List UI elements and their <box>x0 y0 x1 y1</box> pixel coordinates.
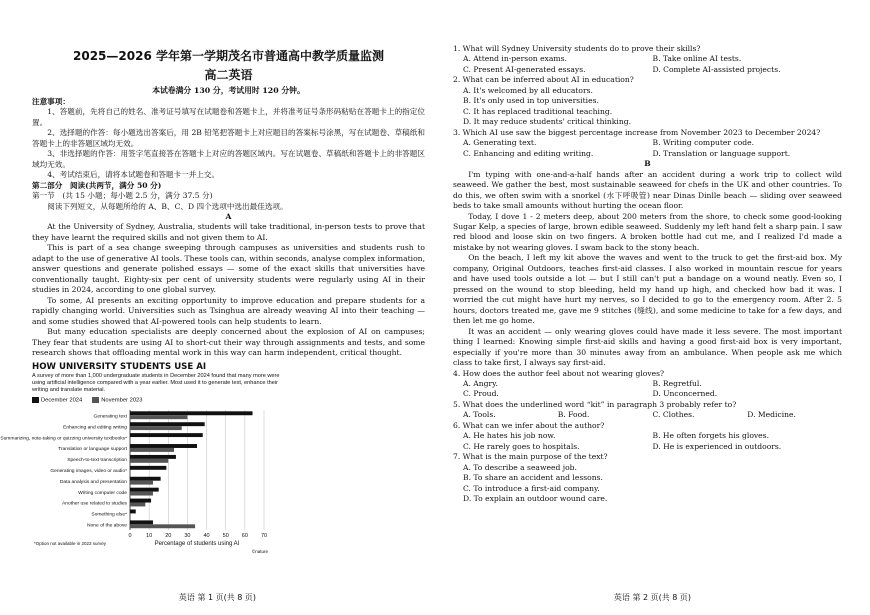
category-label: Something else* <box>91 512 127 518</box>
passage-paragraph: On the beach, I left my kit above the waves and went to the truck to get the first-aid box. My company, Original Outdoors, teaches first-aid classes. I also worked in mountain rescue for years and have used tools outside a lot — but I still can't put a bandage on a wound neatly. Even so, I pressed on the wound to stop bleeding, held my hand up high, and checked how bad it was. I worried the cut might have hurt my nerves, so I decided to go to the emergency room. After 2. 5 hours, doctors treated me, gave me 9 stitches (缝线), and some medicine to take for a few days, and then let me go home. <box>453 253 842 326</box>
chart-source: ©nature <box>251 548 268 554</box>
passage-paragraph: To some, AI presents an exciting opportunity to improve education and prepare students for a rapidly changing world. Universities such as Tsinghua are already weaving AI into their teaching — and some studies showed that AI-powered tools can help students to learn. <box>32 295 425 326</box>
bar-dec-2024 <box>130 488 159 492</box>
notice-heading: 注意事项： <box>32 96 70 106</box>
legend-item <box>92 397 142 406</box>
option: A. Angry. <box>463 379 498 388</box>
option: B. He often forgets his gloves. <box>652 431 769 441</box>
question-stem: 4. How does the author feel about not wearing gloves? <box>453 368 665 378</box>
question-options <box>453 410 842 420</box>
category-label: Generating images, video or audio* <box>50 468 127 474</box>
x-tick-label: 10 <box>146 532 153 539</box>
question-options <box>453 86 842 128</box>
category-label: Enhancing and editing writing <box>63 425 127 431</box>
question-options <box>453 431 842 452</box>
question-stem: 2. What can be inferred about AI in education? <box>453 75 634 85</box>
legend-swatch <box>32 397 39 403</box>
x-tick-label: 60 <box>241 532 248 539</box>
question-stem: 3. Which AI use saw the biggest percentage increase from November 2023 to December 2024? <box>453 127 821 137</box>
passage-paragraph: Today, I dove 1 - 2 meters deep, about 200 meters from the shore, to check some good-looking Sugar Kelp, a species of large, brown edible seaweed. Suddenly my left hand felt a sharp pain. I saw red blood and loose skin on two fingers. A broken bottle had cut me, and I realized I'd made a mistake by not wearing gloves. I swam back to the stony beach. <box>453 211 842 252</box>
legend-item <box>32 397 82 406</box>
bar-nov-2023 <box>130 448 174 452</box>
exam-info: 本试卷满分 130 分，考试用时 120 分钟。 <box>152 86 305 96</box>
category-label: Writing computer code <box>78 490 127 496</box>
question-options <box>453 463 842 505</box>
notice-item: 2、选择题的作答：每小题选出答案后，用 2B 铅笔把答题卡上对应题目的答案标号涂黑，写在试题卷、草稿纸和答题卡上的非答题区域均无效。 <box>32 128 425 148</box>
bar-nov-2023 <box>130 502 145 506</box>
option: A. To describe a seaweed job. <box>463 462 577 472</box>
legend-label: December 2024 <box>41 397 83 404</box>
option: A. It's welcomed by all educators. <box>463 85 593 95</box>
chart-title: HOW UNIVERSITY STUDENTS USE AI <box>32 361 207 372</box>
option: D. Translation or language support. <box>652 148 791 158</box>
x-tick-label: 50 <box>222 532 229 539</box>
option: D. Unconcerned. <box>652 389 718 399</box>
bar-dec-2024 <box>130 411 253 415</box>
chart-plot <box>0 408 282 556</box>
exam-title: 2025—2026 学年第一学期茂名市普通高中教学质量监测 <box>73 49 384 63</box>
chart-note: *Option not available in 2023 survey <box>34 540 107 546</box>
page-footer: 英语 第 1 页(共 8 页) <box>178 593 257 602</box>
bar-dec-2024 <box>130 466 166 470</box>
notice-item: 4、考试结束后，请将本试题卷和答题卡一并上交。 <box>47 170 220 180</box>
passage-paragraph: This is part of a sea change sweeping through campuses as universities and students rush to adapt to the use of generative AI tools. These tools can, within seconds, analyse complex information, answer questions and generate polished essays — some of the exact skills that universities have conventionally taught. Eighty-six per cent of university students were regularly using AI in their studies in 2024, according to one global survey. <box>32 243 425 295</box>
option: A. Tools. <box>463 410 496 420</box>
question-stem: 1. What will Sydney University students do to prove their skills? <box>453 44 701 53</box>
question-stem: 6. What can we infer about the author? <box>453 420 605 430</box>
instruction: 阅读下列短文，从每题所给的 A、B、C、D 四个选项中选出最佳选项。 <box>47 201 288 211</box>
option: B. Food. <box>557 410 590 420</box>
category-label: Another use related to studies <box>62 501 127 507</box>
option: C. He rarely goes to hospitals. <box>463 441 580 451</box>
option: A. Generating text. <box>463 138 537 148</box>
chart-legend <box>32 397 425 406</box>
category-label: Summarizing, note-taking or quizzing university textbooks* <box>0 436 127 442</box>
section-heading: 第一节 (共 15 小题；每小题 2.5 分，满分 37.5 分) <box>32 191 213 201</box>
x-tick-label: 40 <box>203 532 210 539</box>
option: C. Present AI-generated essays. <box>463 64 586 74</box>
exam-subject: 高二英语 <box>204 67 253 82</box>
x-tick-label: 70 <box>260 532 268 539</box>
option: C. Enhancing and editing writing. <box>463 148 594 158</box>
bar-dec-2024 <box>130 509 136 513</box>
bar-nov-2023 <box>130 524 195 528</box>
option: A. He hates his job now. <box>463 431 556 441</box>
option: C. It has replaced traditional teaching. <box>463 106 613 116</box>
question-stem: 5. What does the underlined word “kit” in paragraph 3 probably refer to? <box>453 399 737 409</box>
option: D. He is experienced in outdoors. <box>652 441 782 451</box>
notice-item: 1、答题前，先将自己的姓名、准考证号填写在试题卷和答题卡上，并将准考证号条形码粘贴在答题卡上的指定位置。 <box>32 107 425 127</box>
page1-column <box>0 48 425 559</box>
x-tick-label: 20 <box>165 532 172 539</box>
passage-paragraph: At the University of Sydney, Australia, students will take traditional, in-person tests to prove that they have learnt the required skills and not given them to AI. <box>32 222 425 242</box>
page2-column <box>453 44 842 505</box>
question-options <box>453 138 842 159</box>
option: C. To introduce a first-aid company. <box>463 483 600 493</box>
option: D. Medicine. <box>747 410 796 420</box>
category-label: Data analysis and presentation <box>59 479 127 485</box>
bar-nov-2023 <box>130 481 153 485</box>
bar-dec-2024 <box>130 477 161 481</box>
bar-dec-2024 <box>130 498 151 502</box>
passage-paragraph: But many education specialists are deeply concerned about the explosion of AI on campuses; They fear that students are using AI to short-cut their way through assignments and tests, and some research shows that offloading mental work in this way can harm independent, critical thought. <box>32 327 425 358</box>
option: B. Writing computer code. <box>652 138 755 148</box>
option: D. Complete AI-assisted projects. <box>652 64 781 74</box>
bar-dec-2024 <box>130 520 153 524</box>
question-options <box>453 54 842 75</box>
bar-nov-2023 <box>130 491 153 495</box>
bar-dec-2024 <box>130 422 205 426</box>
x-axis-label: Percentage of students using AI <box>154 540 240 547</box>
question-stem: 7. What is the main purpose of the text? <box>453 452 608 462</box>
bar-nov-2023 <box>130 459 168 463</box>
option: D. To explain an outdoor wound care. <box>463 494 608 504</box>
bar-dec-2024 <box>130 444 197 448</box>
option: B. It's only used in top universities. <box>463 96 599 106</box>
notice-item: 3、非选择题的作答：用签字笔直接答在答题卡上对应的答题区域内。写在试题卷、草稿纸和答题卡上的非答题区域均无效。 <box>32 149 425 169</box>
option: B. Take online AI tests. <box>652 54 742 64</box>
category-label: None of the above <box>87 523 127 529</box>
category-label: Translation or language support <box>58 447 127 453</box>
option: C. Clothes. <box>652 410 695 420</box>
option: C. Proud. <box>463 389 499 399</box>
question-options <box>453 379 842 400</box>
bar-nov-2023 <box>130 415 187 419</box>
bar-dec-2024 <box>130 433 203 437</box>
option: D. It may reduce students' critical thinking. <box>463 117 631 127</box>
chart-subtitle: A survey of more than 1,000 undergraduate students in December 2024 found that many more were using artificial intelligence compared with a year earlier. Most used it to generate text, enhance their writing and translate material. <box>32 373 280 394</box>
option: A. Attend in-person exams. <box>463 54 567 64</box>
passage-paragraph: I'm typing with one-and-a-half hands after an accident during a work trip to collect wild seaweed. We gather the best, most sustainable seaweed for chefs in the UK and other countries. To do this, we often swim with a snorkel (水下呼吸管) near Dinas Dinlle beach — sliding over seaweed beds to take small amounts without hurting the ocean floor. <box>453 169 842 211</box>
category-label: Generating text <box>93 414 127 420</box>
exam-page-2 <box>435 0 870 615</box>
legend-swatch <box>92 397 99 403</box>
x-tick-label: 0 <box>128 532 132 539</box>
passage-label: B <box>644 159 651 169</box>
usage-chart <box>0 361 425 560</box>
legend-label: November 2023 <box>101 397 143 404</box>
passage-label: A <box>225 212 232 221</box>
option: B. Regretful. <box>652 379 702 388</box>
passage-paragraph: It was an accident — only wearing gloves could have made it less severe. The most important thing I learned: Knowing simple first-aid skills and having a good first-aid box is very important, especially if you're more than 30 minutes away from an ambulance. When people ask me which class to take first, I always say first-aid. <box>453 326 842 368</box>
bar-nov-2023 <box>130 426 182 430</box>
x-tick-label: 30 <box>184 532 191 539</box>
category-label: Speech-to-text transcription <box>67 457 127 463</box>
page-footer: 英语 第 2 页(共 8 页) <box>613 593 692 602</box>
option: B. To share an accident and lessons. <box>463 473 603 483</box>
part-heading: 第二部分 阅读(共两节，满分 50 分) <box>32 180 162 190</box>
bar-dec-2024 <box>130 455 176 459</box>
